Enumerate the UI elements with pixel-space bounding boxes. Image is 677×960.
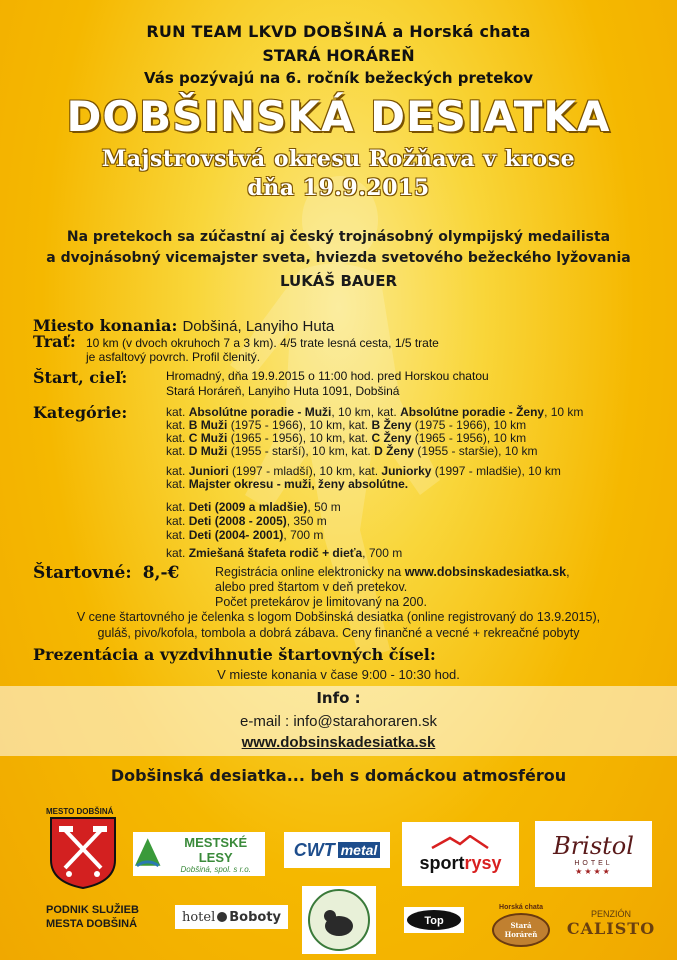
category-row-part: kat. <box>166 444 189 458</box>
category-relay-part: , 700 m <box>362 546 403 560</box>
venue-value: Dobšiná, Lanyiho Huta <box>182 318 335 335</box>
category-district-part: kat. <box>166 477 189 491</box>
category-row-part: kat. <box>166 431 189 445</box>
venue-label: Miesto konania: <box>33 316 178 335</box>
chata-logo-icon <box>492 913 550 947</box>
hotel-text: hotel <box>181 909 216 925</box>
category-row-part: kat. <box>166 405 189 419</box>
fee-line-2: alebo pred štartom v deň pretekov. <box>215 580 408 594</box>
lesy-sub: Dobšiná, spol. s r.o. <box>180 864 251 874</box>
chata-name: Stará Horáreň <box>504 921 538 939</box>
chata-text: Horská chata <box>499 904 543 911</box>
category-kids-part: kat. <box>166 514 189 528</box>
sponsor-bristol <box>535 821 652 887</box>
category-kids <box>166 529 323 542</box>
track-line-2: je asfaltový povrch. Profil členitý. <box>86 350 261 364</box>
category-row-part: kat. <box>166 418 189 432</box>
guest-name: LUKÁŠ BAUER <box>279 272 398 290</box>
category-row-part: D Ženy <box>374 444 415 458</box>
category-row-part: (1965 - 1956), 10 km, kat. <box>227 431 372 445</box>
category-row-part: (1955 - staršie), 10 km <box>414 444 538 458</box>
category-kids-part: , 50 m <box>307 500 341 514</box>
slogan: Dobšinská desiatka... beh s domáckou atmosférou <box>110 766 567 785</box>
info-website-link[interactable]: www.dobsinskadesiatka.sk <box>241 734 436 751</box>
category-row-part: , 10 km, kat. <box>331 405 401 419</box>
category-juniors-part: (1997 - mladšie), 10 km <box>431 464 561 478</box>
category-kids <box>166 501 341 514</box>
star-icons: ★★★★ <box>575 867 612 876</box>
sport-text: sport <box>419 853 465 873</box>
podnik-line-1: PODNIK SLUŽIEB <box>46 904 139 916</box>
category-row-part: (1955 - starší), 10 km, kat. <box>227 444 375 458</box>
bristol-name: Bristol <box>553 832 634 860</box>
event-date: dňa 19.9.2015 <box>247 175 430 201</box>
invitation-line: Vás pozývajú na 6. ročník bežeckých pretekov <box>143 69 534 87</box>
category-kids-part: Deti (2004- 2001) <box>188 528 284 542</box>
sponsor-calisto <box>566 909 656 938</box>
fee-line-1 <box>215 565 570 579</box>
fee-row <box>33 563 179 583</box>
organizer-line: RUN TEAM LKVD DOBŠINÁ a Horská chata <box>146 22 531 41</box>
event-title: DOBŠINSKÁ DESIATKA <box>66 92 611 141</box>
hotel-logo-icon <box>217 912 227 922</box>
tree-logo-icon <box>133 836 162 872</box>
category-juniors-part: Juniori <box>188 464 229 478</box>
category-row-part: , 10 km <box>544 405 584 419</box>
sponsor-cwt-metal <box>284 832 390 868</box>
price-line-2: guláš, pivo/kofola, tombola a dobrá zábava. Ceny finančné a vecné + rekreačné pobyty <box>97 626 580 640</box>
podnik-line-2: MESTA DOBŠINÁ <box>46 918 138 930</box>
presentation-label: Prezentácia a vyzdvihnutie štartovných čísel: <box>33 645 436 664</box>
top-text: Top <box>424 915 444 927</box>
category-row-part: C Muži <box>188 431 228 445</box>
category-kids-part: , 350 m <box>286 514 327 528</box>
fee-punct: , <box>566 565 570 579</box>
mountain-logo-icon <box>430 835 490 849</box>
fee-text: Registrácia online elektronicky na <box>215 565 405 579</box>
bristol-sub: HOTEL <box>574 860 613 867</box>
category-row-part: D Muži <box>188 444 228 458</box>
start-line-2: Stará Horáreň, Lanyiho Huta 1091, Dobšiná <box>166 384 400 398</box>
category-row-part: (1965 - 1956), 10 km <box>411 431 527 445</box>
info-email[interactable]: e-mail : info@starahoraren.sk <box>240 713 437 730</box>
fee-label: Štartovné: <box>33 563 132 583</box>
track-line-1: 10 km (v dvoch okruhoch 7 a 3 km). 4/5 trate lesná cesta, 1/5 trate <box>86 336 439 350</box>
category-relay-part: Zmiešaná štafeta rodič + dieťa <box>188 546 363 560</box>
category-row-part: Absolútne poradie - Ženy <box>400 405 545 419</box>
category-kids-part: Deti (2009 a mladšie) <box>188 500 308 514</box>
category-juniors-part: kat. <box>166 464 189 478</box>
cwt-name: CWT <box>293 839 335 860</box>
intro-line-1: Na pretekoch sa zúčastní aj český trojnásobný olympijský medailista <box>66 229 611 245</box>
sponsor-mestske-lesy <box>133 832 265 876</box>
presentation-value: V mieste konania v čase 9:00 - 10:30 hod. <box>217 667 460 682</box>
info-title: Info : <box>316 689 361 707</box>
price-line-1: V cene štartovného je čelenka s logom Dobšinská desiatka (online registrovaný do 13.9.2015), <box>76 610 601 624</box>
farm-logo-icon <box>302 886 376 954</box>
sponsor-top <box>404 907 464 933</box>
sponsor-stara-horaren <box>487 904 555 954</box>
city-coat-of-arms-icon <box>49 816 117 890</box>
registration-link[interactable]: www.dobsinskadesiatka.sk <box>404 565 567 579</box>
category-kids-part: Deti (2008 - 2005) <box>188 514 287 528</box>
category-row-part: (1975 - 1966), 10 km <box>411 418 527 432</box>
category-kids <box>166 515 327 528</box>
start-label: Štart, cieľ: <box>33 368 128 387</box>
category-district-part: Majster okresu - muži, ženy absolútne. <box>188 477 409 491</box>
lesy-name: MESTSKÉ LESY <box>184 834 248 865</box>
sponsor-sportrysy <box>402 822 519 886</box>
cwt-metal: metal <box>338 842 381 858</box>
category-row-part: Absolútne poradie - Muži <box>188 405 332 419</box>
category-juniors-part: (1997 - mladší), 10 km, kat. <box>228 464 382 478</box>
penzion-text: PENZIÓN <box>590 909 631 919</box>
category-district <box>166 478 408 491</box>
category-kids-part: , 700 m <box>283 528 324 542</box>
city-label: MESTO DOBŠINÁ <box>46 807 114 816</box>
fee-line-3: Počet pretekárov je limitovaný na 200. <box>215 595 427 609</box>
rysy-text: rysy <box>464 853 502 873</box>
boboty-text: Boboty <box>229 909 282 925</box>
event-subtitle: Majstrovstvá okresu Rožňava v krose <box>101 146 576 172</box>
sponsor-hotel-boboty <box>175 905 288 929</box>
sponsor-podnik-sluzieb <box>46 903 139 931</box>
category-kids-part: kat. <box>166 500 189 514</box>
calisto-text: CALISTO <box>566 919 656 938</box>
category-kids-part: kat. <box>166 528 189 542</box>
category-juniors-part: Juniorky <box>381 464 432 478</box>
categories-label: Kategórie: <box>33 403 128 422</box>
fee-value: 8,-€ <box>142 563 180 583</box>
start-line-1: Hromadný, dňa 19.9.2015 o 11:00 hod. pred Horskou chatou <box>166 369 489 383</box>
category-relay <box>166 547 402 560</box>
category-row-part: B Muži <box>188 418 228 432</box>
category-row-part: C Ženy <box>371 431 412 445</box>
organizer-line-2: STARÁ HORÁREŇ <box>262 46 415 65</box>
category-row <box>166 445 537 458</box>
category-row-part: B Ženy <box>371 418 412 432</box>
intro-line-2: a dvojnásobný vicemajster sveta, hviezda svetového bežeckého lyžovania <box>46 250 631 266</box>
top-logo-icon <box>405 908 463 932</box>
category-row-part: (1975 - 1966), 10 km, kat. <box>227 418 372 432</box>
track-label: Trať: <box>33 332 76 351</box>
venue-row <box>33 316 334 335</box>
category-relay-part: kat. <box>166 546 189 560</box>
